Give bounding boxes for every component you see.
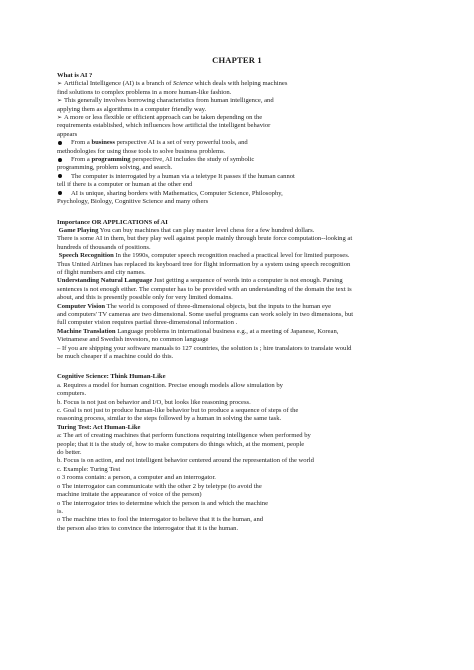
arrow-item-continuation: applying them as algorithms in a computer friendly way. — [57, 105, 207, 113]
paragraph-game-playing: Game Playing You can buy machines that can play master level chess for a few hundred dollars. — [58, 226, 315, 234]
paragraph-line: computers. — [57, 390, 87, 398]
document-body — [57, 72, 427, 533]
paragraph-line: the person also tries to convince the interrogator that it is the human. — [57, 524, 239, 532]
paragraph-computer-vision: Computer Vision The world is composed of three-dimensional objects, but the inputs to the human eye — [57, 302, 332, 310]
paragraph-line: c. Goal is not just to produce human-like behavior but to produce a sequence of steps of the — [57, 407, 299, 415]
bullet-item-continuation: programming, problem solving, and search. — [57, 164, 173, 172]
paragraph-line: Thus United Airlines has replaced its keyboard tree for flight information by a system using speech recognition — [57, 260, 351, 268]
paragraph-line: b. Focus is not just on behavior and I/O, but looks like reasoning process. — [57, 398, 251, 406]
chapter-title: CHAPTER 1 — [212, 55, 262, 65]
arrow-item-continuation: find solutions to complex problems in a more human-like fashion. — [57, 88, 232, 96]
bullet-dot-icon — [57, 173, 66, 181]
paragraph-machine-translation: Machine Translation Language problems in international business e.g., at a meeting of Japanese, Korean, — [57, 327, 339, 335]
bullet-dot-icon — [57, 139, 66, 147]
paragraph-line: o The interrogator can communicate with the other 2 by teletype (to avoid the — [57, 482, 262, 490]
section-heading-what-is-ai: What is AI ? — [57, 72, 93, 79]
arrow-bullet-icon: ➢ — [57, 81, 63, 88]
paragraph-line: b. Focus is on action, and not intelligent behavior centered around the representation of the world — [57, 457, 314, 465]
appears-line: appears — [57, 130, 78, 138]
arrow-item: ➢ A more or less flexible or efficient approach can be taken depending on the — [57, 114, 263, 122]
paragraph-line: is. — [57, 507, 64, 515]
paragraph-line: be much cheaper if a machine could do this. — [57, 353, 174, 360]
paragraph-line: a: The art of creating machines that perform functions requiring intelligence when performed by — [57, 432, 311, 440]
paragraph-line: c. Example: Turing Test — [57, 465, 121, 473]
paragraph-line: sentences is not enough either. The computer has to be provided with an understanding of the domain the text is — [57, 285, 352, 293]
bullet-item: From a business perspective AI is a set of very powerful tools, and — [57, 139, 427, 147]
bullet-item-continuation: methodologies for using those tools to solve business problems. — [57, 147, 226, 155]
paragraph-line: Vietnamese and Swedish investors, no common language — [57, 336, 209, 344]
paragraph-line: – If you are shipping your software manuals to 127 countries, the solution is ; hire translators to translate would — [57, 344, 352, 352]
paragraph-line: full computer vision requires partial three-dimensional information . — [57, 319, 238, 327]
paragraph-line: There is some AI in them, but they play well against people mainly through brute force computation--looking at — [57, 235, 353, 243]
paragraph-line: about, and this is presently possible only for very limited domains. — [57, 294, 233, 302]
paragraph-line: people; that it is the study of, how to make computers do things which, at the moment, people — [57, 440, 305, 448]
paragraph-line: o The machine tries to fool the interrogator to believe that it is the human, and — [57, 516, 264, 524]
arrow-bullet-icon: ➢ — [57, 98, 63, 105]
paragraph-line: machine imitate the appearance of voice of the person) — [57, 491, 202, 499]
paragraph-natural-language: Understanding Natural Language Just getting a sequence of words into a computer is not enough. Parsing — [57, 277, 343, 285]
arrow-item: ➢ This generally involves borrowing characteristics from human intelligence, and — [57, 97, 274, 105]
bullet-dot-icon — [57, 156, 66, 164]
section-heading-importance: Importance OR APPLICATIONS of AI — [57, 218, 168, 226]
arrow-bullet-icon: ➢ — [57, 115, 63, 122]
arrow-item-continuation: requirements established, which influences how artificial the intelligent behavior — [57, 122, 271, 130]
section-heading-cognitive: Cognitive Science: Think Human-Like — [57, 373, 166, 381]
paragraph-speech-recognition: Speech Recognition In the 1990s, computer speech recognition reached a practical level for limited purposes. — [58, 252, 350, 260]
bullet-item: The computer is interrogated by a human via a teletype It passes if the human cannot — [57, 173, 427, 181]
paragraph-line: o 3 rooms contain: a person, a computer and an interrogator. — [57, 474, 216, 482]
arrow-item: ➢ Artificial Intelligence (AI) is a branch of Science which deals with helping machines — [57, 80, 288, 88]
bullet-item-continuation: tell if there is a computer or human at the other end — [57, 181, 193, 189]
bullet-dot-icon — [57, 190, 66, 198]
bullet-item-continuation: Psychology, Biology, Cognitive Science and many others — [57, 198, 209, 206]
paragraph-line: of flight numbers and city names. — [57, 268, 146, 276]
paragraph-line: do better. — [57, 449, 82, 457]
bullet-item: From a programming perspective, AI includes the study of symbolic — [57, 156, 427, 164]
paragraph-line: o The interrogator tries to determine which the person is and which the machine — [57, 499, 268, 507]
bullet-item: AI is unique, sharing borders with Mathematics, Computer Science, Philosophy, — [57, 190, 427, 198]
paragraph-line: hundreds of thousands of positions. — [57, 243, 151, 251]
section-heading-turing: Turing Test: Act Human-Like — [57, 423, 141, 431]
paragraph-line: and computers' TV cameras are two dimensional. Some useful programs can work solely in two dimensions, but — [57, 310, 354, 318]
paragraph-line: reasoning process, similar to the steps followed by a human in solving the same task. — [57, 415, 282, 423]
paragraph-line: a. Requires a model for human cognition. Precise enough models allow simulation by — [57, 381, 283, 389]
